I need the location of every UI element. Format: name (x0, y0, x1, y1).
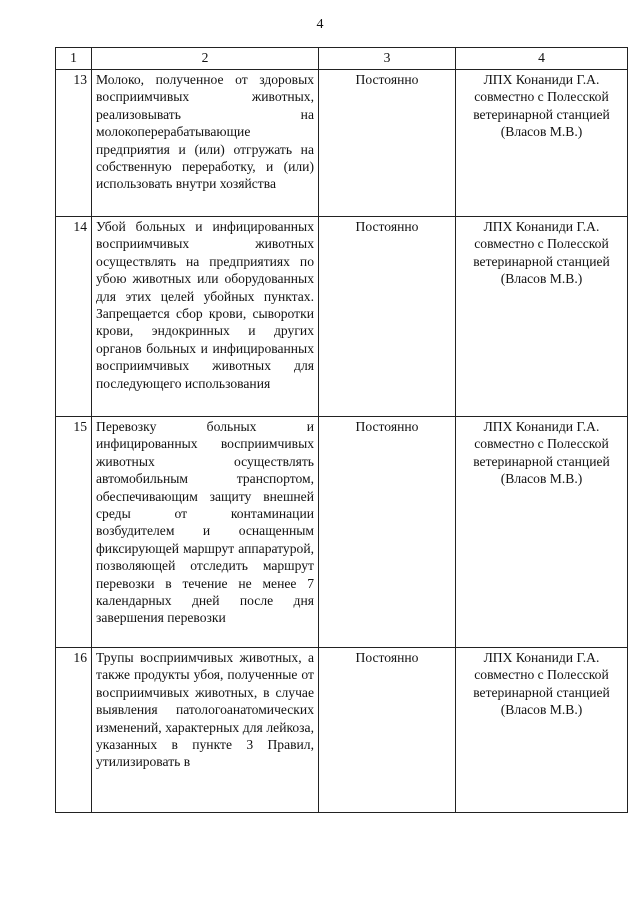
measure-period: Постоянно (319, 648, 456, 813)
row-number: 14 (56, 217, 92, 417)
measure-responsible: ЛПХ Конаниди Г.А. совместно с Полесской ветеринарной станцией (Власов М.В.) (456, 417, 628, 648)
measure-responsible: ЛПХ Конаниди Г.А. совместно с Полесской ветеринарной станцией (Власов М.В.) (456, 217, 628, 417)
table-row (56, 648, 628, 813)
measure-text: Перевозку больных и инфицированных восприимчивых животных осуществлять автомобильным транспортом, обеспечивающим защиту внешней среды от контаминации возбудителем и оснащенным фиксирующей маршрут аппаратурой, позволяющей отследить маршрут перевозки в течение не менее 7 календарных дней после дня завершения перевозки (92, 417, 319, 648)
header-col-4: 4 (456, 48, 628, 70)
row-number: 13 (56, 70, 92, 217)
header-col-2: 2 (92, 48, 319, 70)
row-number: 16 (56, 648, 92, 813)
measure-text: Трупы восприимчивых животных, а также продукты убоя, полученные от восприимчивых животных, в случае выявления патологоанатомических изменений, характерных для лейкоза, указанных в пункте 3 Правил, утилизировать в (92, 648, 319, 813)
row-number: 15 (56, 417, 92, 648)
measure-period: Постоянно (319, 70, 456, 217)
measure-period: Постоянно (319, 217, 456, 417)
measure-text: Молоко, полученное от здоровых восприимчивых животных, реализовывать на молокоперерабатывающие предприятия и (или) отгружать на собственную переработку, и (или) использовать внутри хозяйства (92, 70, 319, 217)
measure-text: Убой больных и инфицированных восприимчивых животных осуществлять на предприятиях по убою животных или оборудованных для этих целей убойных пунктах. Запрещается сбор крови, сыворотки крови, эндокринных и других органов больных и инфицированных восприимчивых животных для последующего использования (92, 217, 319, 417)
measures-table (55, 47, 628, 813)
table-header-row (56, 48, 628, 70)
measure-period: Постоянно (319, 417, 456, 648)
page-number: 4 (316, 17, 324, 32)
header-col-3: 3 (319, 48, 456, 70)
table-row (56, 70, 628, 217)
header-col-1: 1 (56, 48, 92, 70)
measure-responsible: ЛПХ Конаниди Г.А. совместно с Полесской ветеринарной станцией (Власов М.В.) (456, 648, 628, 813)
table-row (56, 417, 628, 648)
table-row (56, 217, 628, 417)
measure-responsible: ЛПХ Конаниди Г.А. совместно с Полесской ветеринарной станцией (Власов М.В.) (456, 70, 628, 217)
